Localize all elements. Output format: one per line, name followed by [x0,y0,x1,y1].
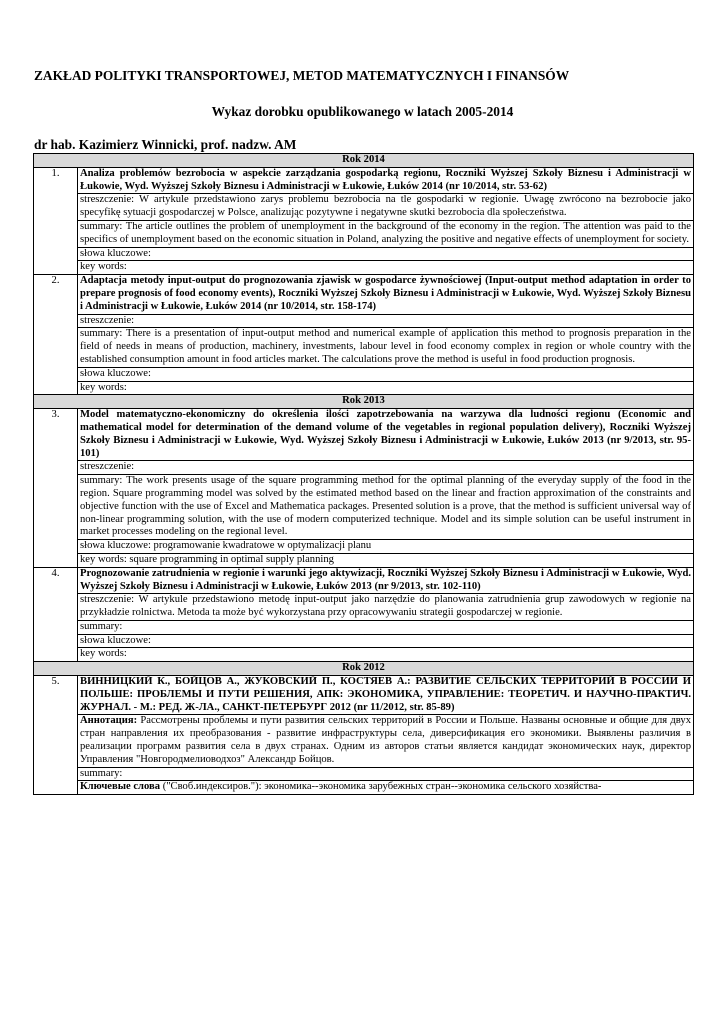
entry-title: ВИННИЦКИЙ К., БОЙЦОВ А., ЖУКОВСКИЙ П., КОСТЯЕВ А.: РАЗВИТИЕ СЕЛЬСКИХ ТЕРРИТОРИЙ В РОССИИ И ПОЛЬШЕ: ПРОБЛЕМЫ И ПУТИ РЕШЕНИЯ, АПК: ЭКОНОМИКА, УПРАВЛЕНИЕ: ТЕОРЕТИЧ. И НАУЧНО-ПРАКТИЧ. ЖУРНАЛ. - М.: РЕД. Ж-ЛА., САНКТ-ПЕТЕРБУРГ 2012 (nr 11/2012, str. 85-89) [78,676,694,715]
entry-title: Model matematyczno-ekonomiczny do określenia ilości zapotrzebowania na warzywa dla ludności regionu (Economic and mathematical model for determination of the demand volume of the vegetables in regional population delivery), Roczniki Wyższej Szkoły Biznesu i Administracji w Łukowie, Wyd. Wyższej Szkoły Biznesu i Administracji w Łukowie, Łuków 2013 (nr 9/2013, str. 95-101) [78,409,694,461]
entry-summary-en: summary: The work presents usage of the square programming method for the optimal planning of the everyday supply of the food in the region. Square programming model was solved by the estimated method based on the linear and fraction approximation of the constraints and objective function with the use of Excel and Mathematica packages. Presented solution is a prove, that the method is sufficient universal way of non-linear programming solution, with the use of modern computerized technique. Model and its simple solution can be useful instrument in market processes modeling on the regional level. [78,475,694,540]
keywords-text: ("Своб.индексиров."): экономика--экономика зарубежных стран--экономика сельского хозяйства- [160,781,602,793]
entry-keywords-en: key words: [78,381,694,395]
year-label: Rok 2014 [34,154,694,168]
entry-keywords-pl: słowa kluczowe: [78,634,694,648]
author-name: dr hab. Kazimierz Winnicki, prof. nadzw. AM [34,137,297,152]
annotation-label: Аннотация: [80,715,138,727]
year-row-2012 [34,662,694,676]
entry-abstract-pl: streszczenie: W artykule przedstawiono zarys problemu bezrobocia na tle gospodarki w regionie. Uwagę zwrócono na bezrobocie jako specyfikę sytuacji gospodarczej w Polsce, analizując pozytywne i negatywne skutki bezrobocia dla społeczeństwa. [78,194,694,221]
table-row [34,167,694,194]
entry-title: Adaptacja metody input-output do prognozowania zjawisk w gospodarce żywnościowej (Input-output method adaptation in order to prepare prognosis of food economy events), Roczniki Wyższej Szkoły Biznesu i Administracji w Łukowie, Wyd. Wyższej Szkoły Biznesu i Administracji w Łukowie, Łuków 2014 (nr 10/2014, str. 158-174) [78,275,694,314]
entry-summary-en: summary: [78,767,694,781]
year-label: Rok 2012 [34,662,694,676]
publications-table [33,153,694,795]
entry-keywords-en: key words: [78,261,694,275]
entry-keywords-pl: słowa kluczowe: programowanie kwadratowe w optymalizacji planu [78,540,694,554]
table-row [34,409,694,461]
year-row-2013 [34,395,694,409]
entry-number: 4. [34,567,78,662]
entry-keywords-pl: słowa kluczowe: [78,247,694,261]
entry-summary-en: summary: The article outlines the problem of unemployment in the background of the economy in the region. The attention was paid to the specifics of unemployment based on the economic situation in Poland, analyzing the positive and negative effects of unemployment for society. [78,220,694,247]
document-subtitle: Wykaz dorobku opublikowanego w latach 2005-2014 [211,104,514,119]
table-row [34,275,694,314]
entry-summary-en: summary: There is a presentation of input-output method and numerical example of application this method to prognosis preparation in the field of needs in means of production, machinery, investments, labour level in food economy complex in region or whole country with the established consumption amount in food articles market. The calculations prove the method is useful in food production prognosis. [78,328,694,367]
entry-number: 5. [34,676,78,795]
table-row [34,676,694,715]
keywords-label: Ключевые слова [80,781,161,793]
department-heading: ZAKŁAD POLITYKI TRANSPORTOWEJ, METOD MATEMATYCZNYCH I FINANSÓW [34,68,570,83]
table-row [34,567,694,594]
entry-number: 1. [34,167,78,274]
entry-keywords-pl: słowa kluczowe: [78,367,694,381]
year-label: Rok 2013 [34,395,694,409]
entry-title: Prognozowanie zatrudnienia w regionie i warunki jego aktywizacji, Roczniki Wyższej Szkoły Biznesu i Administracji w Łukowie, Wyd. Wyższej Szkoły Biznesu i Administracji w Łukowie, Łuków 2013 (nr 9/2013, str. 102-110) [78,567,694,594]
year-row-2014 [34,154,694,168]
entry-abstract-pl: streszczenie: W artykule przedstawiono metodę input-output jako narzędzie do planowania zatrudnienia grup zawodowych w regionie na przykładzie rolnictwa. Metoda ta może być wykorzystana przy opracowywaniu strategii gospodarczej w regionie. [78,594,694,621]
annotation-text: Рассмотрены проблемы и пути развития сельских территорий в России и Польше. Названы основные и общие для двух стран направления их преобразования - развитие инфраструктуры села, диверсификация его экономики. Выявлены различия в реализации программ развития села в двух странах. Одним из авторов статьи является кандидат экономических наук, директор Управления "Новгородмелиоводхоз" Александр Бойцов. [80,715,691,765]
entry-keywords-en: key words: [78,648,694,662]
entry-abstract-pl: streszczenie: [78,314,694,328]
entry-abstract-ru [78,715,694,767]
entry-keywords-en: key words: square programming in optimal supply planning [78,553,694,567]
entry-title: Analiza problemów bezrobocia w aspekcie zarządzania gospodarką regionu, Roczniki Wyższej Szkoły Biznesu i Administracji w Łukowie, Wyd. Wyższej Szkoły Biznesu i Administracji w Łukowie, Łuków 2014 (nr 10/2014, str. 53-62) [78,167,694,194]
entry-number: 3. [34,409,78,568]
entry-keywords-ru [78,781,694,795]
entry-abstract-pl: streszczenie: [78,461,694,475]
entry-summary-en: summary: [78,620,694,634]
entry-number: 2. [34,275,78,395]
